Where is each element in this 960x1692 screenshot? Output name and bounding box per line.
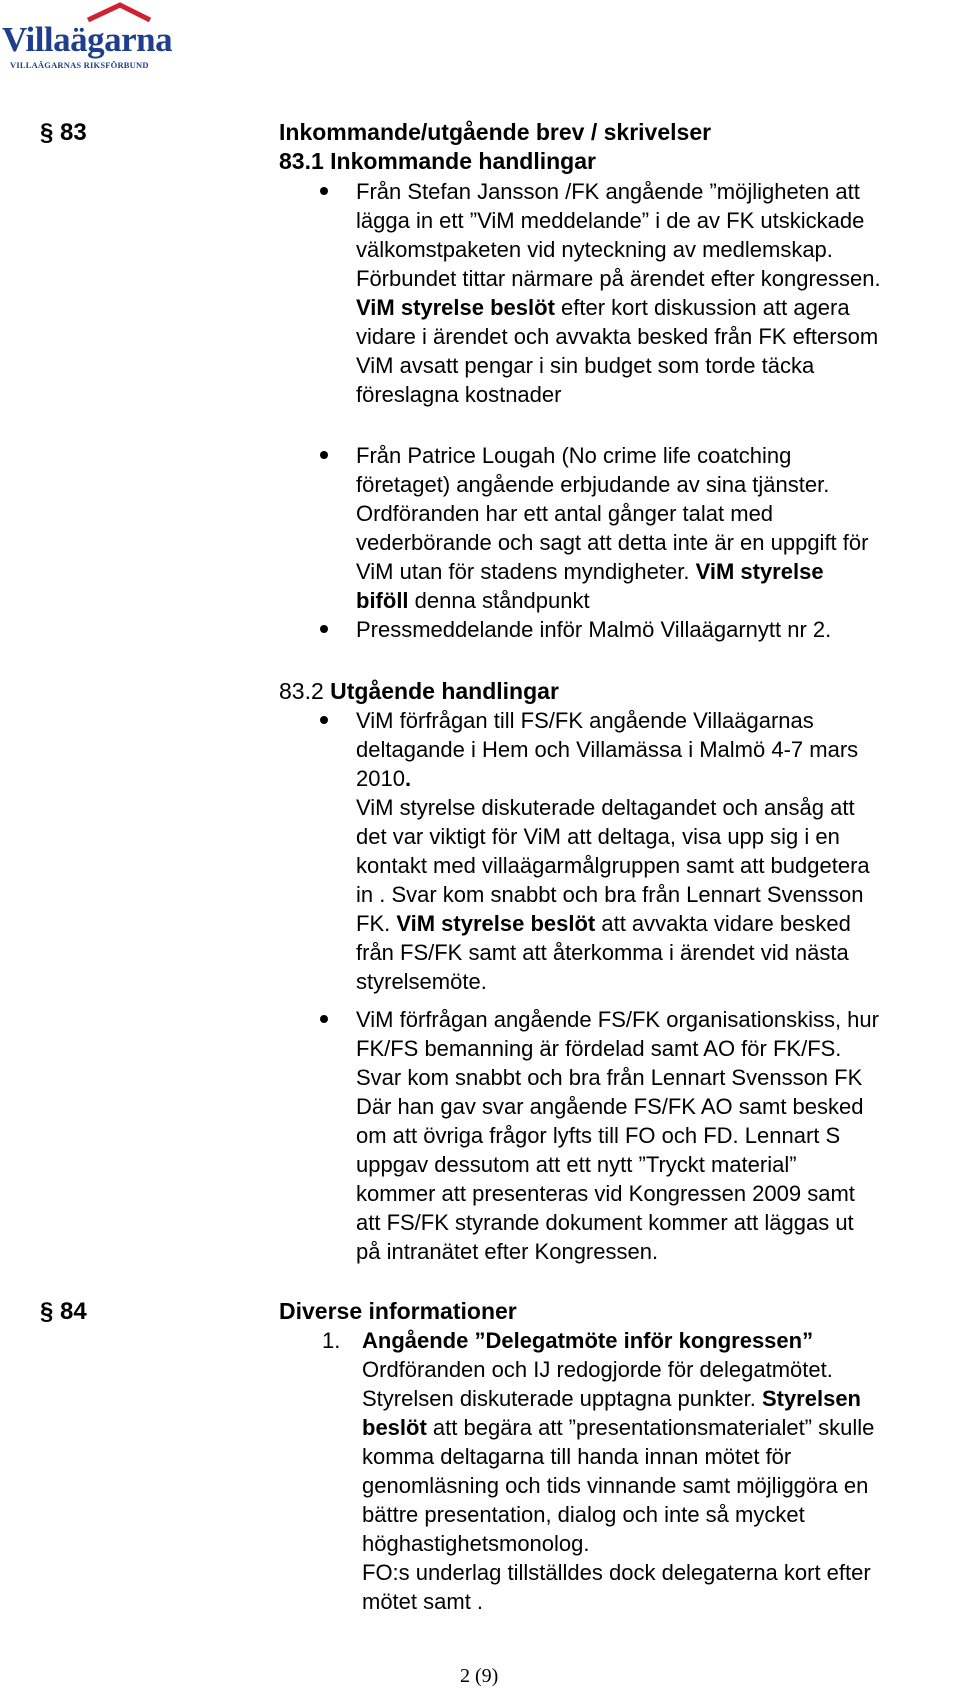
bullet-icon <box>320 716 328 724</box>
list-item-line <box>356 293 850 322</box>
list-item-line: FO:s underlag tillställdes dock delegaterna kort efter <box>362 1560 871 1585</box>
list-item-line <box>356 586 590 615</box>
list-item-line <box>356 557 824 586</box>
list-item-line <box>356 764 411 793</box>
line-rest: att begära att ”presentationsmaterialet” skulle <box>426 1415 875 1440</box>
section-84-marker: § 84 <box>40 1298 87 1325</box>
list-item-line: från FS/FK samt att återkomma i ärendet vid nästa <box>356 940 849 965</box>
decision-emphasis: Styrelsen <box>761 1386 861 1411</box>
line-text: Styrelsen diskuterade upptagna punkter. <box>362 1386 762 1411</box>
list-item-line: genomläsning och tids vinnande samt möjliggöra en <box>362 1473 869 1498</box>
decision-emphasis: ViM styrelse <box>695 559 824 584</box>
subsection-83-1-heading <box>279 147 596 176</box>
list-item-line: höghastighetsmonolog. <box>362 1531 590 1556</box>
line-bold: . <box>404 766 412 791</box>
list-item-line: in . Svar kom snabbt och bra från Lennart Svensson <box>356 882 864 907</box>
line-text: 2010 <box>356 766 405 791</box>
list-number: 1. <box>322 1328 341 1353</box>
list-item-line: välkomstpaketen vid nyteckning av medlemskap. <box>356 237 833 262</box>
subsection-title: Utgående handlingar <box>323 678 559 704</box>
list-item-line <box>362 1384 861 1413</box>
list-item-line: företaget) angående erbjudande av sina tjänster. <box>356 472 830 497</box>
subsection-title: Inkommande handlingar <box>330 148 596 174</box>
section-83-marker: § 83 <box>40 119 87 146</box>
list-item-line: ViM förfrågan angående FS/FK organisationskiss, hur <box>356 1007 879 1032</box>
list-item-line: ViM avsatt pengar i sin budget som torde täcka <box>356 353 815 378</box>
list-item-line: på intranätet efter Kongressen. <box>356 1239 659 1264</box>
list-item-line: att FS/FK styrande dokument kommer att läggas ut <box>356 1210 854 1235</box>
list-item-line: kontakt med villaägarmålgruppen samt att budgetera <box>356 853 870 878</box>
list-item-line <box>362 1413 874 1442</box>
list-item-line: Svar kom snabbt och bra från Lennart Svensson FK <box>356 1065 863 1090</box>
list-item-line: uppgav dessutom att ett nytt ”Tryckt material” <box>356 1152 797 1177</box>
decision-emphasis: beslöt <box>362 1415 427 1440</box>
subsection-number: 83.2 <box>279 678 324 704</box>
page-number: 2 (9) <box>460 1665 499 1687</box>
list-item-line: vederbörande och sagt att detta inte är en uppgift för <box>356 530 869 555</box>
list-item-line: deltagande i Hem och Villamässa i Malmö 4-7 mars <box>356 737 859 762</box>
bullet-icon <box>320 187 328 195</box>
list-item-line: Från Stefan Jansson /FK angående ”möjligheten att <box>356 179 860 204</box>
line-rest: att avvakta vidare besked <box>595 911 851 936</box>
line-text: ViM utan för stadens myndigheter. <box>356 559 696 584</box>
list-item-line: det var viktigt för ViM att deltaga, visa upp sig i en <box>356 824 840 849</box>
bullet-icon <box>320 1015 328 1023</box>
list-item-line: ViM styrelse diskuterade deltagandet och ansåg att <box>356 795 855 820</box>
villaagarna-logo <box>0 0 185 75</box>
decision-emphasis: ViM styrelse beslöt <box>356 295 555 320</box>
list-item-line: styrelsemöte. <box>356 969 487 994</box>
list-item-line: ViM förfrågan till FS/FK angående Villaägarnas <box>356 708 814 733</box>
line-rest: denna ståndpunkt <box>408 588 590 613</box>
logo-tagline: VILLAÄGARNAS RIKSFÖRBUND <box>10 60 149 70</box>
list-item-line: kommer att presenteras vid Kongressen 2009 samt <box>356 1181 855 1206</box>
line-rest: efter kort diskussion att agera <box>554 295 850 320</box>
section-83-title: Inkommande/utgående brev / skrivelser <box>279 119 712 145</box>
list-item-line: Ordföranden har ett antal gånger talat med <box>356 501 774 526</box>
subsection-number: 83.1 <box>279 148 324 174</box>
decision-emphasis: biföll <box>356 588 409 613</box>
logo-wordmark: Villaägarna <box>2 20 173 59</box>
list-item-line <box>356 909 851 938</box>
list-item-line: bättre presentation, dialog och inte så mycket <box>362 1502 805 1527</box>
subsection-83-2-heading <box>279 677 559 706</box>
section-84-title: Diverse informationer <box>279 1298 517 1324</box>
bullet-icon <box>320 625 328 633</box>
list-item-line: föreslagna kostnader <box>356 382 562 407</box>
list-item-line: mötet samt . <box>362 1589 484 1614</box>
list-item-line: komma deltagarna till handa innan mötet för <box>362 1444 792 1469</box>
list-item-line: Ordföranden och IJ redogjorde för delegatmötet. <box>362 1357 833 1382</box>
list-item-line: vidare i ärendet och avvakta besked från FK eftersom <box>356 324 879 349</box>
list-item-line: lägga in ett ”ViM meddelande” i de av FK utskickade <box>356 208 865 233</box>
list-item-line: Från Patrice Lougah (No crime life coatching <box>356 443 792 468</box>
list-item-line: Förbundet tittar närmare på ärendet efter kongressen. <box>356 266 881 291</box>
list-item-line: Pressmeddelande inför Malmö Villaägarnytt nr 2. <box>356 617 832 642</box>
list-item-line: Där han gav svar angående FS/FK AO samt besked <box>356 1094 864 1119</box>
decision-emphasis: ViM styrelse beslöt <box>396 911 596 936</box>
list-item-line: FK/FS bemanning är fördelad samt AO för FK/FS. <box>356 1036 842 1061</box>
line-text: FK. <box>356 911 397 936</box>
item-heading: Angående ”Delegatmöte inför kongressen” <box>362 1328 814 1353</box>
bullet-icon <box>320 451 328 459</box>
list-item-line: om att övriga frågor lyfts till FO och FD. Lennart S <box>356 1123 841 1148</box>
